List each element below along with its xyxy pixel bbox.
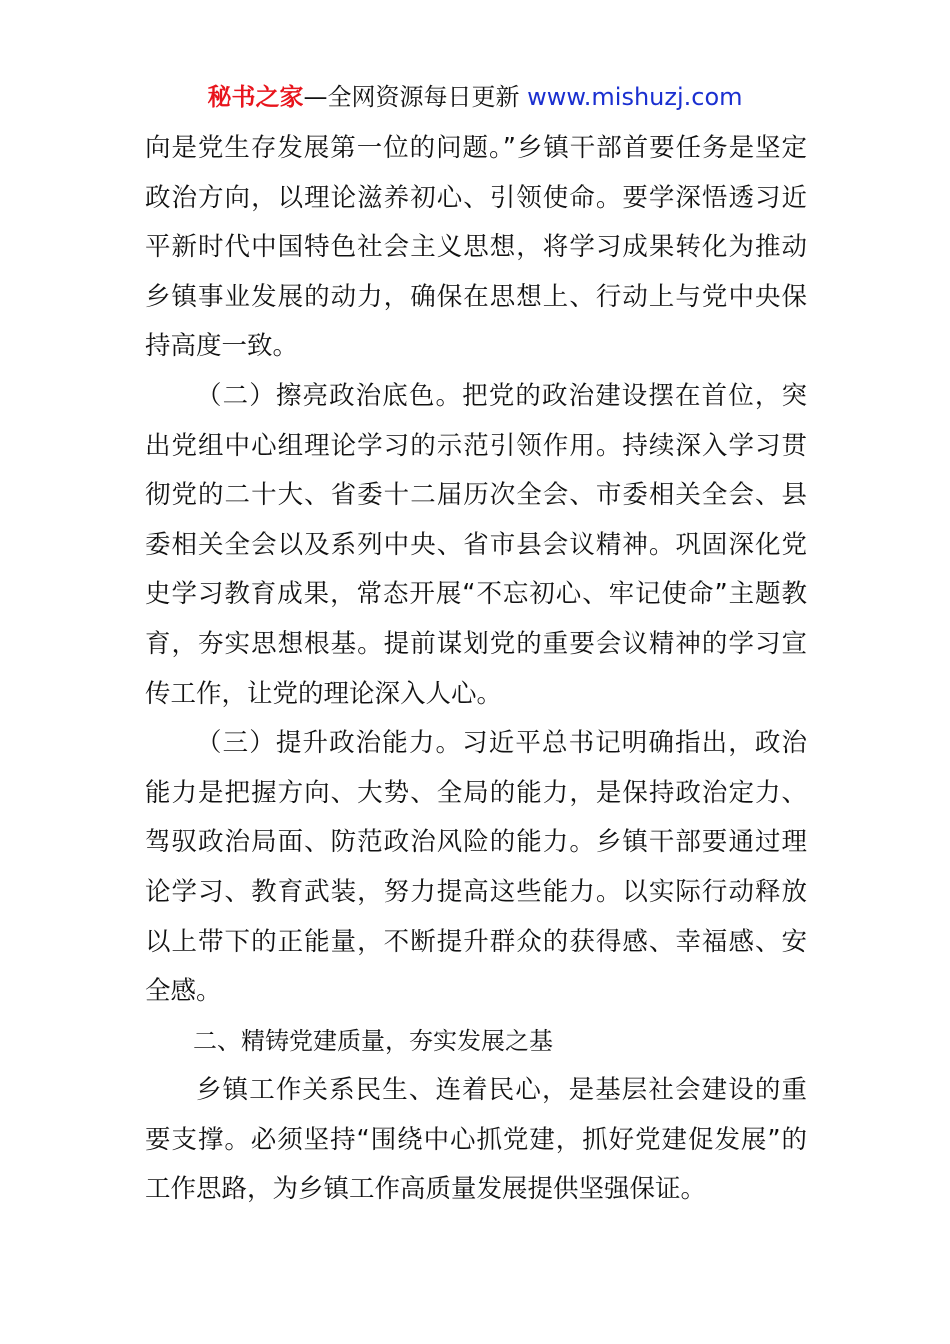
- site-url-link[interactable]: www.mishuzj.com: [527, 83, 743, 111]
- header-tagline: —全网资源每日更新: [303, 83, 528, 111]
- site-header: [0, 80, 950, 114]
- brand-name: 秘书之家: [207, 83, 304, 111]
- section-heading: 二、精铸党建质量，夯实发展之基: [193, 1026, 553, 1055]
- paragraph-section-3: （三）提升政治能力。习近平总书记明确指出，政治能力是把握方向、大势、全局的能力，是保持政治定力、驾驭政治局面、防范政治风险的能力。乡镇干部要通过理论学习、教育武装，努力提高这些能力。以实际行动释放以上带下的正能量，不断提升群众的获得感、幸福感、安全感。: [145, 728, 807, 1007]
- paragraph-continuation: 向是党生存发展第一位的问题。”乡镇干部首要任务是坚定政治方向，以理论滋养初心、引领使命。要学深悟透习近平新时代中国特色社会主义思想，将学习成果转化为推动乡镇事业发展的动力，确保在思想上、行动上与党中央保持高度一致。: [145, 133, 807, 362]
- paragraph-section-2: （二）擦亮政治底色。把党的政治建设摆在首位，突出党组中心组理论学习的示范引领作用。持续深入学习贯彻党的二十大、省委十二届历次全会、市委相关全会、县委相关全会以及系列中央、省市县会议精神。巩固深化党史学习教育成果，常态开展“不忘初心、牢记使命”主题教育，夯实思想根基。提前谋划党的重要会议精神的学习宣传工作，让党的理论深入人心。: [145, 380, 807, 709]
- paragraph-intro: 乡镇工作关系民生、连着民心，是基层社会建设的重要支撑。必须坚持“围绕中心抓党建，抓好党建促发展”的工作思路，为乡镇工作高质量发展提供坚强保证。: [145, 1075, 807, 1205]
- document-body: [145, 124, 807, 1215]
